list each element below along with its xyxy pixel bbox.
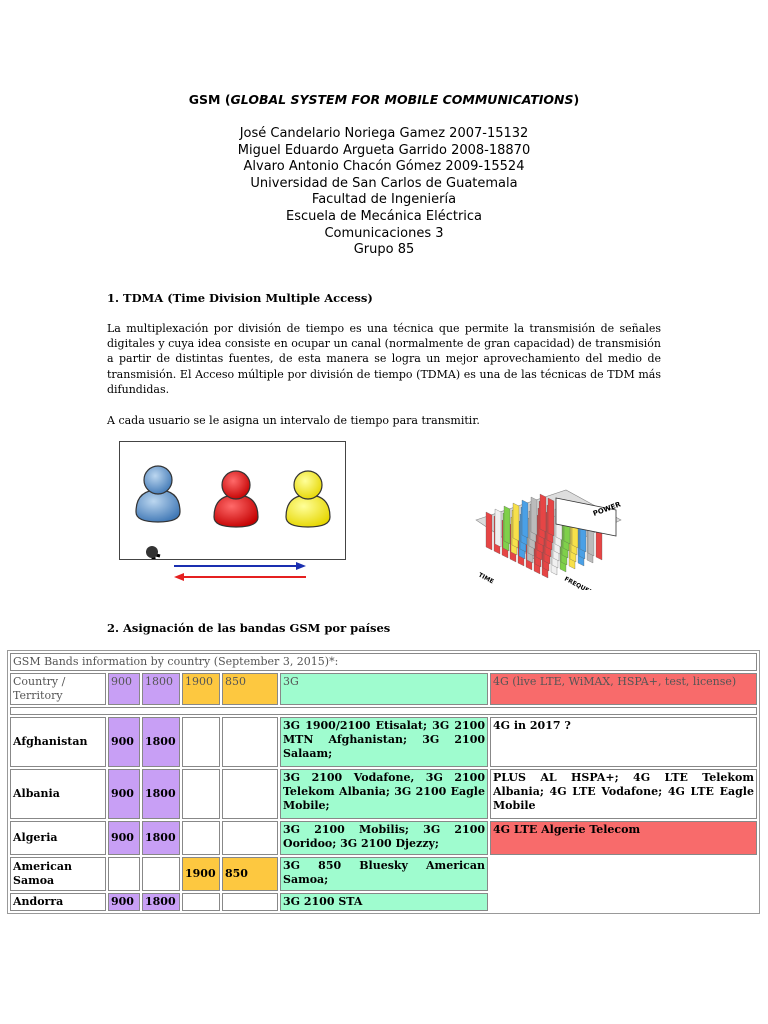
time-frequency-power-illustration <box>456 480 626 590</box>
author-line: Alvaro Antonio Chacón Gómez 2009-15524 <box>243 159 525 175</box>
country-cell: Albania <box>10 769 106 819</box>
header-3g: 3G <box>280 673 488 705</box>
power-axis-label: POWER <box>591 500 622 518</box>
author-line: José Candelario Noriega Gamez 2007-15132 <box>239 126 529 141</box>
section-1-paragraph-2: A cada usuario se le asigna un intervalo de tiempo para transmitir. <box>107 414 480 427</box>
header-country: Country / Territory <box>10 673 106 705</box>
country-cell: Algeria <box>10 821 106 855</box>
band-900-cell: 900 <box>108 769 140 819</box>
users-illustration <box>120 442 345 559</box>
band-900-cell: 900 <box>108 893 140 911</box>
band-1900-cell <box>182 893 220 911</box>
band-850-cell <box>222 893 278 911</box>
microphone-icon <box>146 546 160 559</box>
band-850-cell: 850 <box>222 857 278 891</box>
band-900-cell <box>108 857 140 891</box>
table-row <box>10 769 757 819</box>
3g-cell: 3G 2100 Mobilis; 3G 2100 Ooridoo; 3G 2100 Djezzy; <box>280 821 488 855</box>
band-1800-cell: 1800 <box>142 893 180 911</box>
band-1900-cell <box>182 769 220 819</box>
table-row <box>10 717 757 767</box>
country-cell: Afghanistan <box>10 717 106 767</box>
band-1800-cell: 1800 <box>142 769 180 819</box>
frequency-axis-label: FREQUENCY <box>563 575 603 590</box>
table-row <box>10 857 757 891</box>
time-slot-slab <box>486 512 492 550</box>
transmission-arrows <box>168 560 308 584</box>
table-caption-row <box>10 653 757 671</box>
header-900: 900 <box>108 673 140 705</box>
band-1900-cell <box>182 717 220 767</box>
time-slot-slab <box>495 509 501 547</box>
course-line: Comunicaciones 3 <box>324 225 444 241</box>
author-block <box>0 126 768 259</box>
3g-cell: 3G 2100 Vodafone, 3G 2100 Telekom Albania; 3G 2100 Eagle Mobile; <box>280 769 488 819</box>
band-1800-cell <box>142 857 180 891</box>
author-line: Miguel Eduardo Argueta Garrido 2008-18870 <box>237 142 531 158</box>
user-yellow-icon <box>286 471 330 527</box>
band-850-cell <box>222 717 278 767</box>
time-slot-slab <box>513 503 519 541</box>
4g-cell: 4G LTE Algerie Telecom <box>490 821 757 855</box>
country-cell: Andorra <box>10 893 106 911</box>
4g-cell <box>490 857 757 891</box>
time-slot-slab <box>540 494 546 532</box>
band-850-cell <box>222 821 278 855</box>
document-title: GSM (GLOBAL SYSTEM FOR MOBILE COMMUNICATIONS) <box>188 92 580 107</box>
header-4g: 4G (live LTE, WiMAX, HSPA+, test, license) <box>490 673 757 705</box>
table-header-row <box>10 673 757 705</box>
section-2-heading: 2. Asignación de las bandas GSM por países <box>107 621 391 635</box>
4g-cell <box>490 893 757 911</box>
band-850-cell <box>222 769 278 819</box>
3g-cell: 3G 850 Bluesky American Samoa; <box>280 857 488 891</box>
country-cell: American Samoa <box>10 857 106 891</box>
band-900-cell: 900 <box>108 717 140 767</box>
user-blue-icon <box>136 466 180 522</box>
3g-cell: 3G 2100 STA <box>280 893 488 911</box>
table-row <box>10 821 757 855</box>
time-slot-slab <box>504 506 510 544</box>
4g-cell: 4G in 2017 ? <box>490 717 757 767</box>
tdma-users-figure <box>119 441 346 560</box>
time-slot-slab <box>531 497 537 535</box>
tdma-time-frequency-figure <box>456 480 626 590</box>
3g-cell: 3G 1900/2100 Etisalat; 3G 2100 MTN Afghanistan; 3G 2100 Salaam; <box>280 717 488 767</box>
time-slot-slab <box>522 500 528 538</box>
section-1-paragraph: La multiplexación por división de tiempo es una técnica que permite la transmisión de señales digitales y cuya idea consiste en ocupar un canal (normalmente de gran capacidad) de transmisión a partir de distintas fuentes, de esta manera se logra un mejor aprovechamiento del medio de transmisión. El Acceso múltiple por división de tiempo (TDMA) es una de las técnicas de TDM más difundidas. <box>107 322 661 396</box>
gsm-bands-table <box>7 650 760 914</box>
header-850: 850 <box>222 673 278 705</box>
time-slot-slab <box>548 498 554 536</box>
university-line: Universidad de San Carlos de Guatemala <box>250 175 518 191</box>
school-line: Escuela de Mecánica Eléctrica <box>285 208 483 224</box>
header-1900: 1900 <box>182 673 220 705</box>
table-row <box>10 893 757 911</box>
band-1900-cell: 1900 <box>182 857 220 891</box>
time-axis-label: TIME <box>477 571 495 586</box>
band-1900-cell <box>182 821 220 855</box>
table-caption: GSM Bands information by country (September 3, 2015)*: <box>10 653 757 671</box>
band-1800-cell: 1800 <box>142 717 180 767</box>
band-900-cell: 900 <box>108 821 140 855</box>
section-1-heading: 1. TDMA (Time Division Multiple Access) <box>107 291 373 305</box>
faculty-line: Facultad de Ingeniería <box>311 192 457 208</box>
band-1800-cell: 1800 <box>142 821 180 855</box>
header-1800: 1800 <box>142 673 180 705</box>
4g-cell: PLUS AL HSPA+; 4G LTE Telekom Albania; 4G LTE Vodafone; 4G LTE Eagle Mobile <box>490 769 757 819</box>
group-line: Grupo 85 <box>353 242 415 258</box>
user-red-icon <box>214 471 258 527</box>
